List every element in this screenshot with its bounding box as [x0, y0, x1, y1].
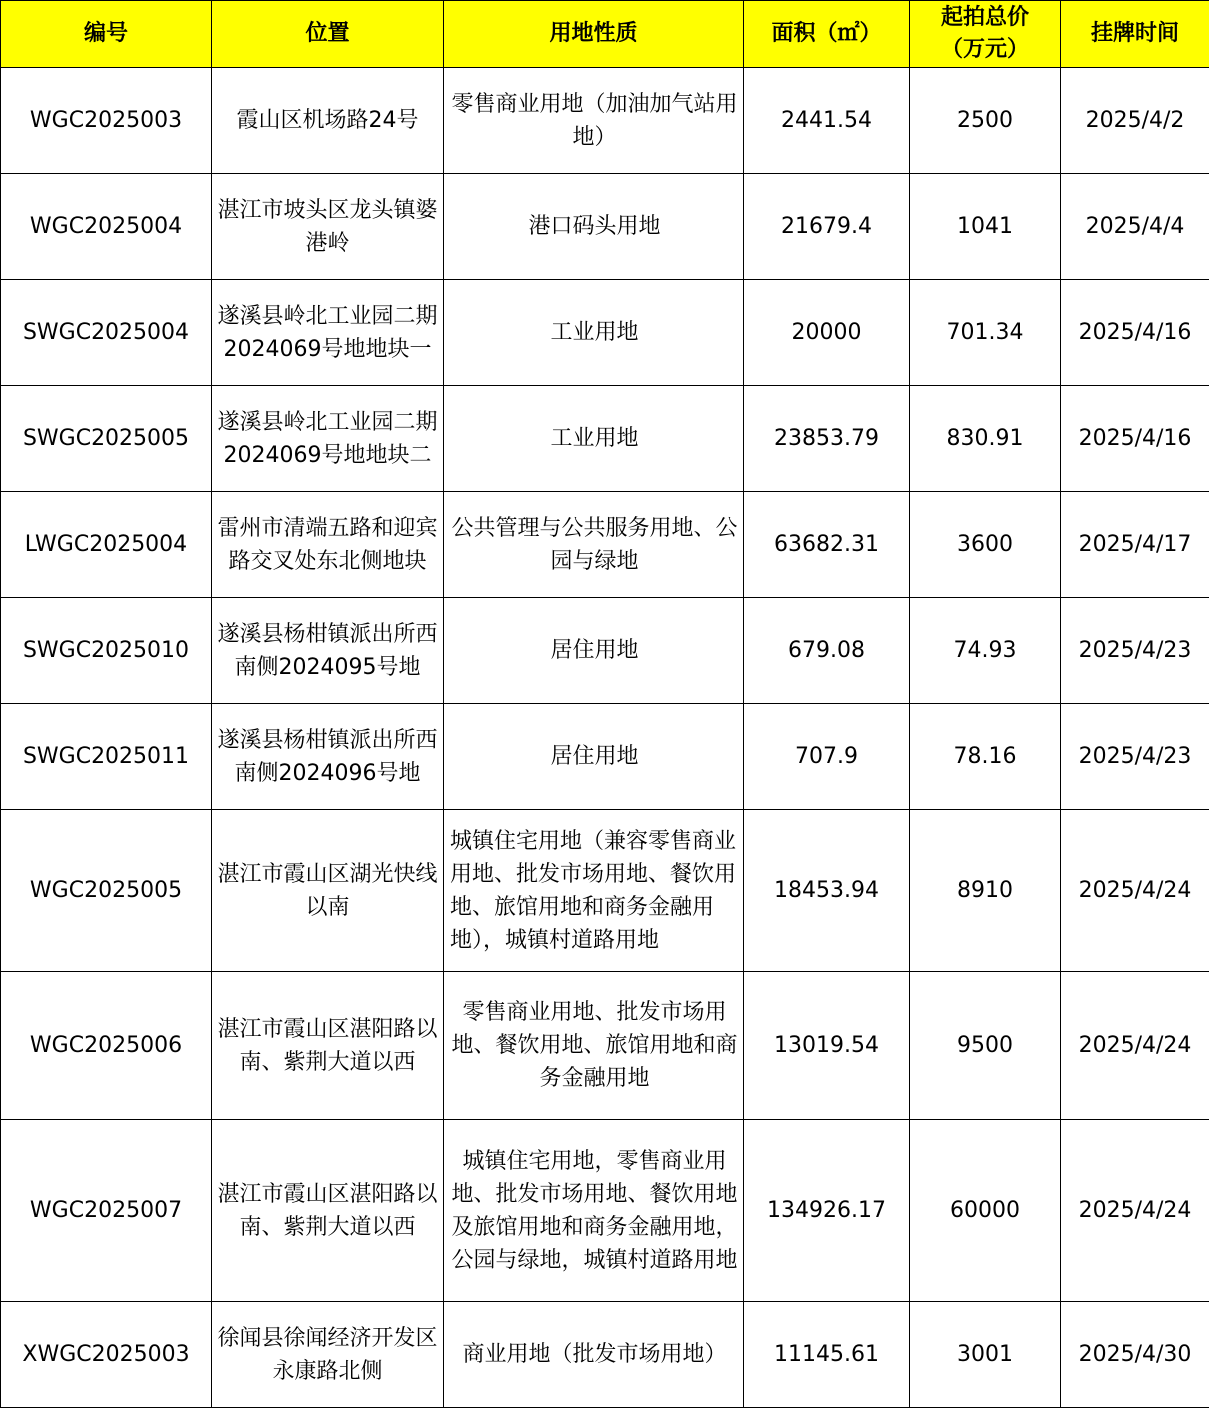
- cell-area: 18453.94: [744, 810, 910, 972]
- cell-price: 3600: [910, 492, 1061, 598]
- table-row: [1, 68, 1209, 174]
- cell-location: 湛江市坡头区龙头镇婆港岭: [212, 174, 444, 280]
- cell-id: LWGC2025004: [1, 492, 212, 598]
- cell-date: 2025/4/16: [1061, 386, 1209, 492]
- cell-location: 遂溪县岭北工业园二期2024069号地地块二: [212, 386, 444, 492]
- cell-land-use: 城镇住宅用地（兼容零售商业用地、批发市场用地、餐饮用地、旅馆用地和商务金融用地），城镇村道路用地: [444, 810, 744, 972]
- cell-land-use: 商业用地（批发市场用地）: [444, 1302, 744, 1408]
- cell-id: WGC2025007: [1, 1120, 212, 1302]
- cell-date: 2025/4/23: [1061, 704, 1209, 810]
- cell-price: 9500: [910, 972, 1061, 1120]
- header-starting-price: 起拍总价 （万元）: [910, 1, 1061, 68]
- table-row: [1, 598, 1209, 704]
- cell-area: 679.08: [744, 598, 910, 704]
- cell-land-use: 工业用地: [444, 280, 744, 386]
- table-row: [1, 492, 1209, 598]
- cell-date: 2025/4/24: [1061, 972, 1209, 1120]
- cell-date: 2025/4/17: [1061, 492, 1209, 598]
- table-row: [1, 1302, 1209, 1408]
- cell-area: 134926.17: [744, 1120, 910, 1302]
- header-area: 面积（㎡）: [744, 1, 910, 68]
- cell-area: 21679.4: [744, 174, 910, 280]
- cell-land-use: 居住用地: [444, 598, 744, 704]
- cell-id: WGC2025006: [1, 972, 212, 1120]
- cell-date: 2025/4/30: [1061, 1302, 1209, 1408]
- cell-area: 11145.61: [744, 1302, 910, 1408]
- cell-price: 830.91: [910, 386, 1061, 492]
- cell-price: 74.93: [910, 598, 1061, 704]
- cell-date: 2025/4/4: [1061, 174, 1209, 280]
- cell-price: 8910: [910, 810, 1061, 972]
- cell-id: SWGC2025004: [1, 280, 212, 386]
- header-listing-date: 挂牌时间: [1061, 1, 1209, 68]
- cell-date: 2025/4/16: [1061, 280, 1209, 386]
- cell-land-use: 公共管理与公共服务用地、公园与绿地: [444, 492, 744, 598]
- cell-location: 雷州市清端五路和迎宾路交叉处东北侧地块: [212, 492, 444, 598]
- cell-area: 707.9: [744, 704, 910, 810]
- cell-area: 13019.54: [744, 972, 910, 1120]
- cell-location: 霞山区机场路24号: [212, 68, 444, 174]
- cell-date: 2025/4/24: [1061, 810, 1209, 972]
- table-row: [1, 972, 1209, 1120]
- cell-location: 湛江市霞山区湖光快线以南: [212, 810, 444, 972]
- cell-area: 63682.31: [744, 492, 910, 598]
- cell-price: 1041: [910, 174, 1061, 280]
- cell-date: 2025/4/24: [1061, 1120, 1209, 1302]
- cell-id: XWGC2025003: [1, 1302, 212, 1408]
- cell-location: 徐闻县徐闻经济开发区永康路北侧: [212, 1302, 444, 1408]
- cell-area: 20000: [744, 280, 910, 386]
- cell-area: 23853.79: [744, 386, 910, 492]
- cell-price: 78.16: [910, 704, 1061, 810]
- cell-land-use: 居住用地: [444, 704, 744, 810]
- header-land-use: 用地性质: [444, 1, 744, 68]
- cell-price: 60000: [910, 1120, 1061, 1302]
- cell-id: WGC2025003: [1, 68, 212, 174]
- cell-land-use: 零售商业用地、批发市场用地、餐饮用地、旅馆用地和商务金融用地: [444, 972, 744, 1120]
- cell-id: SWGC2025010: [1, 598, 212, 704]
- cell-price: 701.34: [910, 280, 1061, 386]
- cell-id: WGC2025004: [1, 174, 212, 280]
- cell-id: SWGC2025005: [1, 386, 212, 492]
- cell-location: 湛江市霞山区湛阳路以南、紫荆大道以西: [212, 1120, 444, 1302]
- cell-location: 遂溪县岭北工业园二期2024069号地地块一: [212, 280, 444, 386]
- table-row: [1, 810, 1209, 972]
- header-row: [1, 1, 1209, 68]
- cell-land-use: 零售商业用地（加油加气站用地）: [444, 68, 744, 174]
- cell-land-use: 工业用地: [444, 386, 744, 492]
- cell-land-use: 港口码头用地: [444, 174, 744, 280]
- cell-id: WGC2025005: [1, 810, 212, 972]
- cell-area: 2441.54: [744, 68, 910, 174]
- cell-price: 2500: [910, 68, 1061, 174]
- table-row: [1, 386, 1209, 492]
- header-location: 位置: [212, 1, 444, 68]
- table-row: [1, 704, 1209, 810]
- table-row: [1, 280, 1209, 386]
- cell-price: 3001: [910, 1302, 1061, 1408]
- cell-land-use: 城镇住宅用地，零售商业用地、批发市场用地、餐饮用地及旅馆用地和商务金融用地，公园与绿地，城镇村道路用地: [444, 1120, 744, 1302]
- cell-location: 遂溪县杨柑镇派出所西南侧2024096号地: [212, 704, 444, 810]
- cell-date: 2025/4/2: [1061, 68, 1209, 174]
- cell-date: 2025/4/23: [1061, 598, 1209, 704]
- table-row: [1, 1120, 1209, 1302]
- cell-id: SWGC2025011: [1, 704, 212, 810]
- table-row: [1, 174, 1209, 280]
- header-id: 编号: [1, 1, 212, 68]
- cell-location: 遂溪县杨柑镇派出所西南侧2024095号地: [212, 598, 444, 704]
- cell-location: 湛江市霞山区湛阳路以南、紫荆大道以西: [212, 972, 444, 1120]
